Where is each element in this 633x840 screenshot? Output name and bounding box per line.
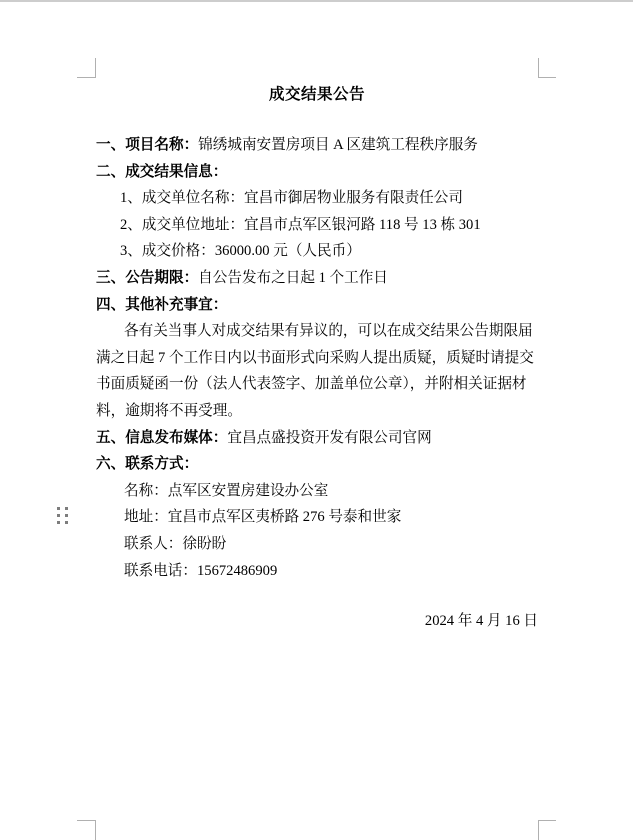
heading-label: 一、项目名称： <box>96 137 199 153</box>
drag-handle-icon[interactable] <box>57 507 68 524</box>
heading-other-matters <box>96 292 538 319</box>
contact-phone-line: 联系电话：15672486909 <box>124 562 278 579</box>
document-body <box>96 78 538 635</box>
heading-label: 二、成交结果信息： <box>96 163 228 180</box>
sub-item-winner-address: 2、成交单位地址：宜昌市点军区银河路 118 号 13 栋 301 <box>120 216 481 233</box>
heading-label: 六、联系方式： <box>96 456 199 473</box>
text-boundary-mark-bottom-left <box>77 820 96 840</box>
heading-label: 五、信息发布媒体： <box>96 429 228 446</box>
heading-value: 锦绣城南安置房项目 A 区建筑工程秩序服务 <box>198 137 478 153</box>
heading-contact-info <box>96 451 538 478</box>
drag-handle-dot <box>65 514 68 517</box>
title-spacer <box>96 112 538 132</box>
heading-project-name <box>96 132 538 159</box>
heading-publish-media <box>96 425 538 452</box>
text-boundary-mark-top-left <box>77 58 96 78</box>
drag-handle-dot <box>57 514 60 517</box>
heading-label: 三、公告期限： <box>96 269 199 286</box>
contact-person-line: 联系人：徐盼盼 <box>124 535 227 552</box>
drag-handle-dot <box>65 507 68 510</box>
contact-name-line: 名称：点军区安置房建设办公室 <box>124 482 329 499</box>
paragraph-line: 料，逾期将不再受理。 <box>96 402 242 419</box>
sub-item-winner-name: 1、成交单位名称：宜昌市御居物业服务有限责任公司 <box>120 190 463 207</box>
paragraph-line: 各有关当事人对成交结果有异议的，可以在成交结果公告期限届 <box>124 323 533 340</box>
paragraph-line: 满之日起 7 个工作日内以书面形式向采购人提出质疑，质疑时请提交 <box>96 349 534 366</box>
heading-value: 自公告发布之日起 1 个工作日 <box>198 269 388 286</box>
drag-handle-dot <box>57 507 60 510</box>
contact-address-line: 地址：宜昌市点军区夷桥路 276 号泰和世家 <box>124 509 402 526</box>
sub-item-price: 3、成交价格：36000.00 元（人民币） <box>120 243 361 260</box>
drag-handle-dot <box>65 521 68 524</box>
heading-result-info <box>96 159 538 186</box>
date-line: 2024 年 4 月 16 日 <box>424 613 538 630</box>
text-boundary-mark-top-right <box>538 58 556 78</box>
paragraph-line: 书面质疑函一份（法人代表签字、加盖单位公章），并附相关证据材 <box>96 376 527 393</box>
document-title: 成交结果公告 <box>268 86 365 103</box>
heading-value: 宜昌点盛投资开发有限公司官网 <box>227 429 432 446</box>
heading-label: 四、其他补充事宜： <box>96 296 228 313</box>
text-boundary-mark-bottom-right <box>538 820 556 840</box>
window-top-edge <box>0 0 633 2</box>
heading-notice-period <box>96 265 538 292</box>
drag-handle-dot <box>57 521 60 524</box>
